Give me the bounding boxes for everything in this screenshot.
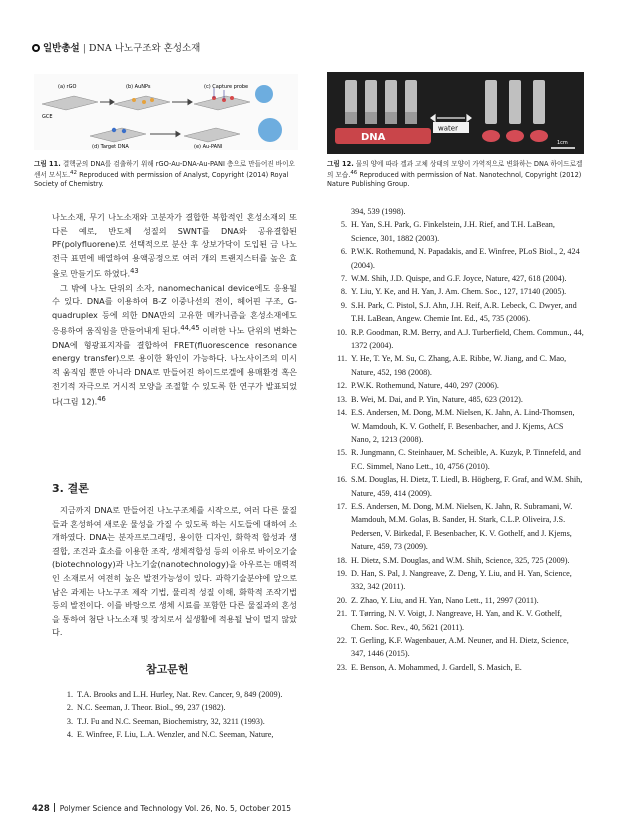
reference-item [329,446,584,473]
reference-text: N.C. Seeman, J. Theor. Biol., 99, 237 (1982). [77,703,226,713]
reference-item [329,326,584,353]
reference-text: E. Benson, A. Mohammed, J. Gardell, S. Masich, E. [351,662,522,672]
reference-text: R.P. Goodman, R.M. Berry, and A.J. Turberfield, Chem. Commun., 44, 1372 (2004). [351,327,584,351]
reference-item [329,272,584,285]
fig11-label-b: (b) AuNPs [126,84,151,90]
page-footer [32,803,592,814]
reference-text: D. Han, S. Pal, J. Nangreave, Z. Deng, Y. Liu, and H. Yan, Science, 332, 342 (2011). [351,568,572,592]
reference-number: 4. [66,730,73,740]
reference-item [55,715,300,728]
water-label: water [438,124,458,133]
footer-divider [54,803,55,812]
fig11-caption-label: 그림 11. [34,160,61,168]
reference-text: S.H. Park, C. Pistol, S.J. Ahn, J.H. Reif, A.R. Lebeck, C. Dwyer, and T.H. LaBean, Angew. Chemie Int. Ed., 45, 735 (2006). [351,300,577,324]
reference-number: 3. [66,716,73,726]
fig12-caption-label: 그림 12. [327,160,354,168]
reference-item [329,634,584,661]
reference-text: E. Winfree, F. Liu, L.A. Wenzler, and N.C. Seeman, Nature, [77,730,274,740]
reference-number: 16. [336,475,347,485]
para1-text: 나노소재, 무기 나노소재와 고분자가 결합한 복합적인 혼성소재의 또 다른 예로, 반도체 성질의 SWNT를 DNA와 공유결합된 PF(polyfluorene)로 선택적으로 분산 후 상보가닥이 도입된 금 나노전극 표면에 배열하여 용액공정으로 여러 개의 트랜지스터를 높은 효율로 만들기도 하였다. [52,212,297,280]
page-number: 428 [32,804,50,814]
fig12-caption-text: 물의 양에 따라 겔과 고체 상태의 모양이 가역적으로 변화하는 DNA 하이드로겔의 모습. [327,160,583,180]
reference-number: 10. [336,327,347,337]
reference-number: 14. [336,408,347,418]
figure-12-image [327,72,584,154]
scale-label: 1cm [557,140,568,146]
reference-number: 21. [336,609,347,619]
reference-text: E.S. Andersen, M. Dong, M.M. Nielsen, K. Jahn, R. Subramani, W. Mamdouh, M.M. Golas, B. Sander, H. Stark, C.L.P. Oliveira, J.S. Pedersen, V. Birkedal, F. Besenbacher, K. V. Gothelf, and J. Kjems, Nature, 459, 73 (2009). [351,501,573,552]
fig11-label-e: (e) Au-PANI [194,144,223,150]
reference-number: 9. [340,300,347,310]
reference-text: Y. He, T. Ye, M. Su, C. Zhang, A.E. Ribbe, W. Jiang, and C. Mao, Nature, 452, 198 (2008). [351,354,567,377]
hydrogel-photo [327,72,584,154]
fig11-caption-source: Reproduced with permission of Analyst, Copyright (2014) Royal Society of Chemistry. [34,171,289,189]
reference-item [329,594,584,607]
fig11-label-c: (c) Capture probe [204,84,249,90]
reference-number: 12. [336,381,347,391]
biosensor-schematic [34,74,298,150]
fig11-label-a: (a) rGO [58,84,77,90]
reference-text: Z. Zhao, Y. Liu, and H. Yan, Nano Lett., 11, 2997 (2011). [351,595,539,605]
reference-item [329,245,584,272]
para2-sup1: 44,45 [180,324,200,333]
reference-text: Y. Liu, Y. Ke, and H. Yan, J. Am. Chem. Soc., 127, 17140 (2005). [351,287,567,297]
fig11-caption-sup: 42 [70,170,78,176]
para2b-text: 이러한 나노 단위의 변화는 DNA에 형광표지자를 결합하여 FRET(fluorescence resonance energy transfer)으로 용이한 확인이 가능하다. 나노사이즈의 미시적 움직임 뿐만 아니라 DNA로 만들어진 하이드로겔에 용매환경 혹은 전기적 자극으로 거시적 모양을 조절할 수 있도록 한 연구가 발표되었다(그림 12). [52,326,297,407]
reference-item [329,205,584,218]
reference-text: S.M. Douglas, H. Dietz, T. Liedl, B. Högberg, F. Graf, and W.M. Shih, Nature, 459, 414 (2009). [351,475,583,498]
reference-item [329,285,584,298]
reference-item [329,661,584,674]
reference-item [329,567,584,594]
reference-text: T.J. Fu and N.C. Seeman, Biochemistry, 32, 3211 (1993). [77,716,265,726]
reference-item [55,728,300,741]
figure-12-caption [327,160,585,189]
figure-11-caption [34,160,300,189]
reference-number: 5. [340,220,347,230]
reference-text: T. Gerling, K.F. Wagenbauer, A.M. Neuner, and H. Dietz, Science, 347, 1446 (2015). [351,636,569,659]
reference-number: 8. [340,287,347,297]
dna-gel-text: DNA [361,132,386,143]
reference-text: P.W.K. Rothemund, N. Papadakis, and E. Winfree, PLoS Biol., 2, 424 (2004). [351,247,580,270]
paragraph-1 [52,211,297,282]
reference-text: H. Yan, S.H. Park, G. Finkelstein, J.H. Rief, and T.H. LaBean, Science, 301, 1882 (2003). [351,220,555,243]
reference-text: T. Tørring, N. V. Voigt, J. Nangreave, H. Yan, and K. V. Gothelf, Chem. Soc. Rev., 40, 5621 (2011). [351,609,562,632]
para2-sup2: 46 [97,395,106,404]
reference-text: W.M. Shih, J.D. Quispe, and G.F. Joyce, Nature, 427, 618 (2004). [351,274,567,284]
reference-text: P.W.K. Rothemund, Nature, 440, 297 (2006). [351,381,499,391]
reference-item [329,607,584,634]
reference-number: 19. [336,568,347,578]
reference-number: 20. [336,595,347,605]
fig12-caption-sup: 46 [350,170,358,176]
section-label: 일반총설 [43,43,80,54]
reference-number: 11. [337,354,347,364]
para2a-text: 그 밖에 나노 단위의 소자, nanomechanical device에도 응용될 수 있다. DNA를 이용하여 B-Z 이중나선의 전이, 헤어핀 구조, G-quadruplex 등에 의한 DNA만의 고유한 메카니즘을 혼성소재에도 응용하여 움직임을 만들어내게 된다. [52,282,297,337]
reference-text: T.A. Brooks and L.H. Hurley, Nat. Rev. Cancer, 9, 849 (2009). [77,690,283,699]
reference-item [329,473,584,500]
references-left [55,688,300,742]
paragraph-2 [52,282,297,410]
references-right [329,205,584,674]
figure-11-image [34,74,298,150]
reference-number: 17. [336,501,347,511]
reference-item [329,299,584,326]
section-heading-conclusion: 3. 결론 [52,482,89,495]
body-conclusion [52,504,297,640]
references-heading: 참고문헌 [146,663,189,676]
reference-item [329,393,584,406]
fig11-caption-text: 결핵균의 DNA를 검출하기 위해 rGO-Au-DNA-Au-PANI 층으로 만들어진 바이오센서 모식도. [34,160,295,180]
body-upper [52,211,297,409]
reference-item [329,554,584,567]
fig12-caption-source: Reproduced with permission of Nat. Nanotechnol, Copyright (2012) Nature Publishing Group. [327,171,582,189]
fig11-label-d: (d) Target DNA [92,144,129,150]
running-header [32,40,592,56]
reference-item [329,406,584,446]
paragraph-3: 지금까지 DNA로 만들어진 나노구조체를 시작으로, 여러 다른 물질들과 혼성하여 새로운 물성을 가질 수 있도록 하는 시도들에 대하여 소개하였다. DNA는 분자프로그래밍, 용이한 디자인, 화학적 합성과 생결합, 조건과 효소를 이용한 조작, 생체적합성 등의 이유로 바이오기술(biotechnology)과 나노기술(nanotechnology)을 아우르는 매력적인 소재로서 여전히 높은 발전가능성이 있다. 과학기술분야에 앞으로 남은 과제는 나노구조 제작 기법, 물리적 성질 이해, 화학적 조작기법 등의 발전이다. 이를 바탕으로 생체 시료를 포함한 다른 물질과의 혼성을 통하여 첨단 나노소재 및 장치로서 실생활에 적용될 날이 멀지 않았다. [52,505,297,638]
reference-item [55,688,300,701]
reference-number: 22. [336,636,347,645]
reference-item [329,218,584,245]
para1-sup: 43 [130,267,139,276]
reference-number: 7. [340,274,347,284]
reference-number: 18. [336,555,347,565]
reference-text: 394, 539 (1998). [351,207,406,216]
reference-number: 15. [336,448,347,458]
reference-item [329,379,584,392]
bullet-icon [32,44,40,52]
reference-number: 1. [66,690,73,699]
reference-text: B. Wei, M. Dai, and P. Yin, Nature, 485, 623 (2012). [351,394,523,404]
reference-number: 23. [336,662,347,672]
journal-info: Polymer Science and Technology Vol. 26, No. 5, October 2015 [59,804,292,813]
reference-item [329,352,584,379]
header-separator: | [82,43,86,54]
reference-item [329,500,584,554]
reference-number: 2. [66,703,73,713]
reference-number: 6. [340,247,347,257]
reference-number: 13. [336,394,347,404]
fig11-label-gce: GCE [42,114,53,120]
reference-text: R. Jungmann, C. Steinhauer, M. Scheible, A. Kuzyk, P. Tinnefeld, and F.C. Simmel, Nano Lett., 10, 4756 (2010). [351,448,581,471]
reference-text: H. Dietz, S.M. Douglas, and W.M. Shih, Science, 325, 725 (2009). [351,555,570,565]
header-topic: DNA 나노구조와 혼성소재 [88,43,201,54]
reference-text: E.S. Andersen, M. Dong, M.M. Nielsen, K. Jahn, A. Lind-Thomsen, W. Mamdouh, K. V. Gothelf, F. Besenbacher, and J. Kjems, ACS Nano, 2, 1213 (2008). [351,408,575,444]
reference-item [55,701,300,714]
